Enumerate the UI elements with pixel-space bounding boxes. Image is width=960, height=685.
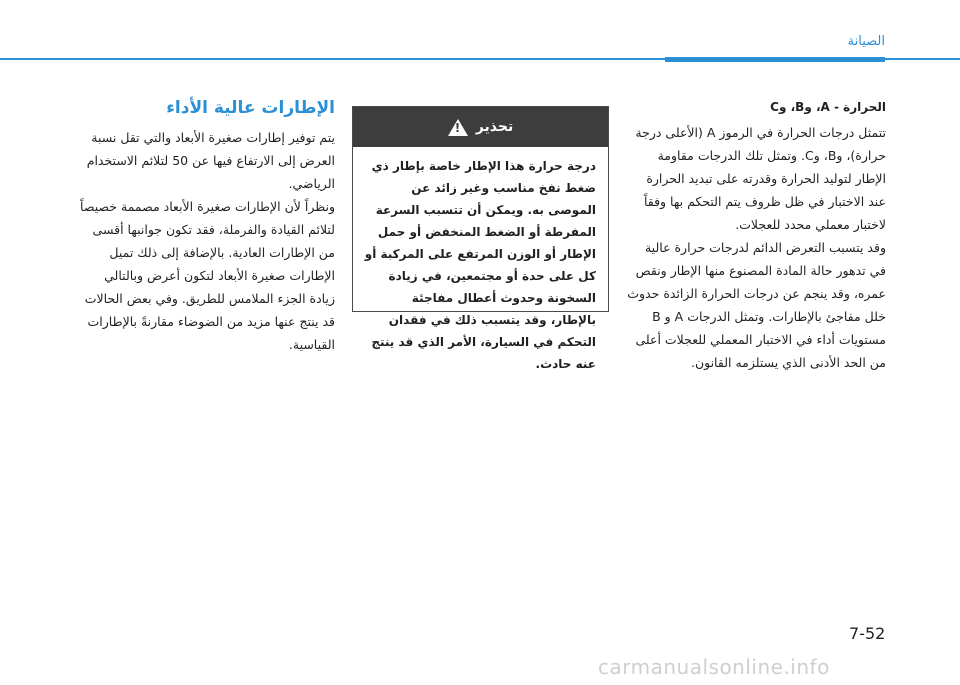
watermark: carmanualsonline.info: [598, 655, 830, 679]
temperature-grade-column: [627, 96, 886, 374]
high-performance-tires-column: [75, 96, 335, 356]
tires-paragraph: يتم توفير إطارات صغيرة الأبعاد والتي تقل نسبة العرض إلى الارتفاع فيها عن 50 لتلائم الاستخدام الرياضي.: [86, 130, 335, 191]
page-number: 7-52: [849, 624, 886, 643]
section-heading: الإطارات عالية الأداء: [166, 98, 335, 118]
warning-header: [353, 107, 608, 147]
temperature-paragraph: تتمثل درجات الحرارة في الرموز A (الأعلى درجة حرارة)، وB، وC. وتمثل تلك الدرجات مقاومة الإطار لتوليد الحرارة وقدرته على تبديد الحرارة عند الاختبار في ظل ظروف يتم التحكم بها وفقاً لاختبار معملي محدد للعجلات.: [635, 125, 886, 232]
header-accent-bar: [665, 57, 885, 62]
warning-box: [352, 106, 609, 371]
warning-title: تحذير: [475, 119, 514, 135]
temperature-paragraph: وقد يتسبب التعرض الدائم لدرجات حرارة عالية في تدهور حالة المادة المصنوع منها الإطار ونقص عمره، وقد ينجم عن درجات الحرارة الزائدة حدوث خلل مفاجئ بالإطارات. وتمثل الدرجات A و B مستويات أداء في الاختبار المعملي للعجلات أعلى من الحد الأدنى الذي يستلزمه القانون.: [627, 240, 886, 370]
warning-text: درجة حرارة هذا الإطار خاصة بإطار ذي ضغط نفخ مناسب وغير زائد عن الموصى به. ويمكن أن تتسبب السرعة المفرطة أو الضغط المنخفض أو حمل الإطار أو الوزن المرتفع على المركبة أو كل على حدة أو مجتمعين، في زيادة السخونة وحدوث أعطال مفاجئة بالإطار، وقد يتسبب ذلك في فقدان التحكم في السيارة، الأمر الذي قد ينتج عنه حادث.: [364, 159, 596, 371]
warning-triangle-icon: [448, 119, 468, 136]
section-title: الصيانة: [847, 34, 885, 49]
tires-paragraph: ونظراً لأن الإطارات صغيرة الأبعاد مصممة خصيصاً لتلائم القيادة والفرملة، فقد تكون جوانبها أقسى من الإطارات العادية. بالإضافة إلى ذلك تميل الإطارات صغيرة الأبعاد لتكون أعرض وبالتالي زيادة الجزء الملامس للطريق. وفي بعض الحالات قد ينتج عنها مزيد من الضوضاء مقارنةً بالإطارات القياسية.: [80, 199, 335, 352]
temperature-subheading: الحرارة - A، وB، وC: [770, 100, 886, 114]
